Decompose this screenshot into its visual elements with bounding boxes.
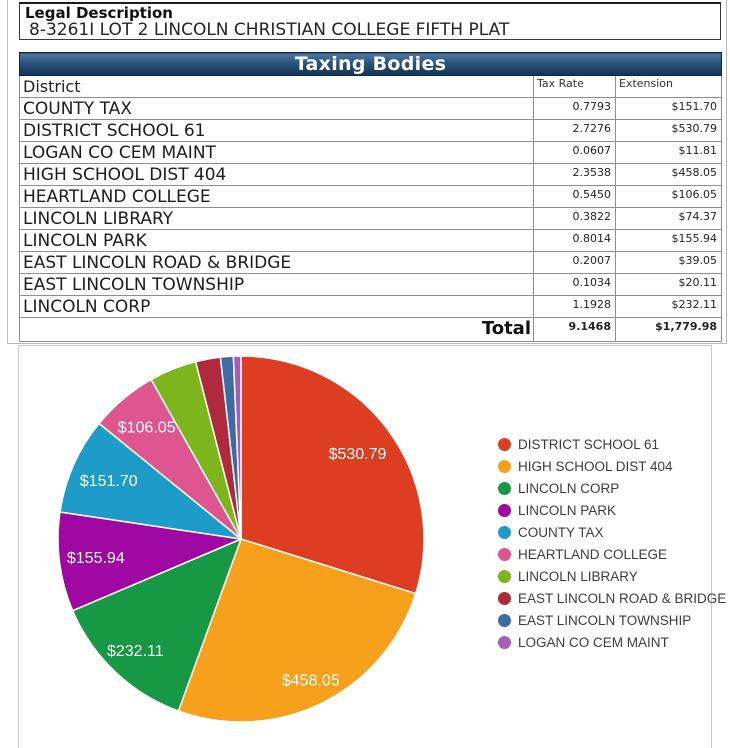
total-extension: $1,779.98 <box>616 318 722 342</box>
column-header-district: District <box>20 76 534 98</box>
cell-tax-rate: 0.0607 <box>534 142 616 164</box>
legend-label: COUNTY TAX <box>518 524 604 540</box>
cell-district: EAST LINCOLN TOWNSHIP <box>20 274 534 296</box>
legend-item-east-lincoln-township[interactable] <box>498 609 726 631</box>
table-title-row <box>20 53 722 76</box>
cell-extension: $155.94 <box>616 230 722 252</box>
legend-color-dot-icon <box>498 460 511 473</box>
legend-label: LINCOLN PARK <box>518 502 617 518</box>
legal-description-section <box>19 2 721 40</box>
legend-label: EAST LINCOLN TOWNSHIP <box>518 612 692 628</box>
cell-extension: $458.05 <box>616 164 722 186</box>
cell-extension: $11.81 <box>616 142 722 164</box>
legend-color-dot-icon <box>498 526 511 539</box>
legend-color-dot-icon <box>498 592 511 605</box>
pie-value-label-lincoln-park: $155.94 <box>66 550 125 568</box>
cell-tax-rate: 2.7276 <box>534 120 616 142</box>
table-row-logan-co-cem-maint <box>20 142 722 164</box>
cell-tax-rate: 0.2007 <box>534 252 616 274</box>
cell-extension: $151.70 <box>616 98 722 120</box>
table-row-county-tax <box>20 98 722 120</box>
table-row-east-lincoln-township <box>20 274 722 296</box>
pie-value-label-county-tax: $151.70 <box>79 473 138 491</box>
table-row-lincoln-corp <box>20 296 722 318</box>
legend-label: DISTRICT SCHOOL 61 <box>518 436 660 452</box>
total-tax-rate: 9.1468 <box>534 318 616 342</box>
legal-description-title: Legal Description <box>25 4 173 22</box>
legend-color-dot-icon <box>498 570 511 583</box>
column-header-row <box>20 76 722 98</box>
legal-description-text: 8-3261I LOT 2 LINCOLN CHRISTIAN COLLEGE FIFTH PLAT <box>29 20 510 40</box>
cell-tax-rate: 0.7793 <box>534 98 616 120</box>
cell-tax-rate: 0.1034 <box>534 274 616 296</box>
column-header-extension: Extension <box>616 76 722 98</box>
cell-extension: $74.37 <box>616 208 722 230</box>
taxing-bodies-table <box>19 52 722 342</box>
cell-extension: $530.79 <box>616 120 722 142</box>
table-row-high-school-dist-404 <box>20 164 722 186</box>
table-row-district-school-61 <box>20 120 722 142</box>
cell-tax-rate: 0.3822 <box>534 208 616 230</box>
cell-district: COUNTY TAX <box>20 98 534 120</box>
pie-value-label-district-school-61: $530.79 <box>328 446 387 463</box>
legend-color-dot-icon <box>498 438 511 451</box>
legend-item-county-tax[interactable] <box>498 521 726 543</box>
pie-value-label-lincoln-corp: $232.11 <box>106 643 164 661</box>
cell-district: HEARTLAND COLLEGE <box>20 186 534 208</box>
legend-color-dot-icon <box>498 614 511 627</box>
legend-label: EAST LINCOLN ROAD & BRIDGE <box>518 590 727 606</box>
column-header-tax-rate: Tax Rate <box>534 76 616 98</box>
cell-district: LINCOLN CORP <box>20 296 534 318</box>
table-row-lincoln-library <box>20 208 722 230</box>
total-row <box>20 318 722 342</box>
cell-district: HIGH SCHOOL DIST 404 <box>20 164 534 186</box>
legend-item-heartland-college[interactable] <box>498 543 726 565</box>
legend-item-east-lincoln-road-bridge[interactable] <box>498 587 726 609</box>
legend-color-dot-icon <box>498 482 511 495</box>
cell-district: LINCOLN LIBRARY <box>20 208 534 230</box>
legend-item-logan-co-cem-maint[interactable] <box>498 631 726 653</box>
pie-value-label-heartland-college: $106.05 <box>117 419 176 437</box>
cell-tax-rate: 1.1928 <box>534 296 616 318</box>
legend-label: HEARTLAND COLLEGE <box>518 546 668 562</box>
table-row-east-lincoln-road-bridge <box>20 252 722 274</box>
legend-label: HIGH SCHOOL DIST 404 <box>518 458 673 474</box>
cell-district: LOGAN CO CEM MAINT <box>20 142 534 164</box>
legend-color-dot-icon <box>498 504 511 517</box>
table-row-lincoln-park <box>20 230 722 252</box>
cell-district: EAST LINCOLN ROAD & BRIDGE <box>20 252 534 274</box>
chart-legend <box>498 433 726 653</box>
legend-item-lincoln-corp[interactable] <box>498 477 726 499</box>
legend-label: LINCOLN LIBRARY <box>518 568 638 584</box>
cell-district: LINCOLN PARK <box>20 230 534 252</box>
legend-label: LOGAN CO CEM MAINT <box>518 634 669 650</box>
legend-item-lincoln-library[interactable] <box>498 565 726 587</box>
legend-item-high-school-dist-404[interactable] <box>498 455 726 477</box>
taxing-bodies-header: Taxing Bodies <box>20 53 722 76</box>
cell-extension: $39.05 <box>616 252 722 274</box>
pie-value-label-high-school-dist-404: $458.05 <box>281 672 340 690</box>
cell-tax-rate: 2.3538 <box>534 164 616 186</box>
legend-item-district-school-61[interactable] <box>498 433 726 455</box>
total-label: Total <box>20 318 534 342</box>
cell-extension: $232.11 <box>616 296 722 318</box>
legend-item-lincoln-park[interactable] <box>498 499 726 521</box>
legend-label: LINCOLN CORP <box>518 480 620 496</box>
table-row-heartland-college <box>20 186 722 208</box>
cell-extension: $106.05 <box>616 186 722 208</box>
cell-tax-rate: 0.5450 <box>534 186 616 208</box>
cell-tax-rate: 0.8014 <box>534 230 616 252</box>
legend-color-dot-icon <box>498 548 511 561</box>
cell-extension: $20.11 <box>616 274 722 296</box>
tax-distribution-chart <box>18 345 727 748</box>
cell-district: DISTRICT SCHOOL 61 <box>20 120 534 142</box>
legend-color-dot-icon <box>498 636 511 649</box>
